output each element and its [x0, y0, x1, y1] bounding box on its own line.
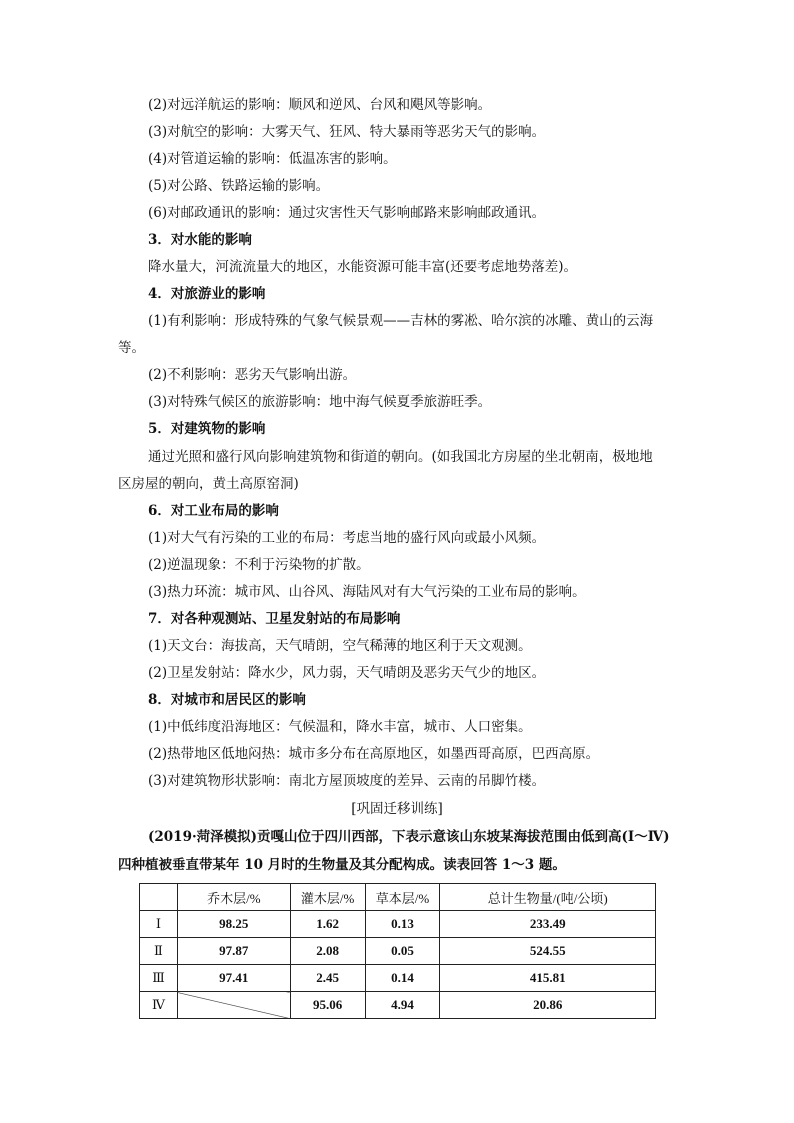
- question-line: (2019·菏泽模拟)贡嘎山位于四川西部，下表示意该山东坡某海拔范围由低到高(Ⅰ～Ⅳ): [148, 829, 670, 845]
- table-header: 总计生物量/(吨/公顷): [440, 884, 656, 911]
- practice-heading: [巩固迁移训练]: [351, 801, 443, 817]
- table-header: 乔木层/%: [177, 884, 290, 911]
- table-cell: 98.25: [177, 911, 290, 938]
- text-line: (3)热力环流：城市风、山谷风、海陆风对有大气污染的工业布局的影响。: [148, 584, 586, 600]
- biomass-table: [139, 883, 656, 1019]
- text-line: (3)对特殊气候区的旅游影响：地中海气候夏季旅游旺季。: [148, 394, 492, 410]
- text-line: 等。: [118, 340, 145, 356]
- text-line: (3)对建筑物形状影响：南北方屋顶坡度的差异、云南的吊脚竹楼。: [148, 773, 546, 789]
- text-line: (1)对大气有污染的工业的布局：考虑当地的盛行风向或最小风频。: [148, 530, 546, 546]
- table-cell: 95.06: [290, 992, 365, 1019]
- text-line: (2)卫星发射站：降水少，风力弱，天气晴朗及恶劣天气少的地区。: [148, 665, 546, 681]
- table-row: [140, 965, 656, 992]
- section-heading: 6．对工业布局的影响: [148, 503, 279, 519]
- text-line: (1)有利影响：形成特殊的气象气候景观——吉林的雾凇、哈尔滨的冰雕、黄山的云海: [148, 313, 654, 329]
- table-cell: 4.94: [365, 992, 440, 1019]
- table-cell: 97.41: [177, 965, 290, 992]
- table-row: [140, 992, 656, 1019]
- table-cell: 1.62: [290, 911, 365, 938]
- table-header: 草本层/%: [365, 884, 440, 911]
- text-line: (1)中低纬度沿海地区：气候温和，降水丰富，城市、人口密集。: [148, 719, 532, 735]
- text-line: 通过光照和盛行风向影响建筑物和街道的朝向。(如我国北方房屋的坐北朝南，极地地: [148, 449, 653, 465]
- text-line: (5)对公路、铁路运输的影响。: [148, 178, 330, 194]
- text-line: (6)对邮政通讯的影响：通过灾害性天气影响邮路来影响邮政通讯。: [148, 205, 546, 221]
- section-heading: 7．对各种观测站、卫星发射站的布局影响: [148, 611, 401, 627]
- text-line: 区房屋的朝向，黄土高原窑洞): [118, 476, 299, 492]
- table-cell: Ⅰ: [140, 911, 178, 938]
- table-header: 灌木层/%: [290, 884, 365, 911]
- table-cell: 2.45: [290, 965, 365, 992]
- table-row: [140, 911, 656, 938]
- table-row: [140, 938, 656, 965]
- table-cell: 524.55: [440, 938, 656, 965]
- question-line: 四种植被垂直带某年 10 月时的生物量及其分配构成。读表回答 1～3 题。: [118, 857, 566, 873]
- text-line: (4)对管道运输的影响：低温冻害的影响。: [148, 151, 397, 167]
- section-heading: 3．对水能的影响: [148, 232, 252, 248]
- section-heading: 5．对建筑物的影响: [148, 421, 266, 437]
- table-cell: 233.49: [440, 911, 656, 938]
- table-cell: 0.14: [365, 965, 440, 992]
- table-cell: Ⅱ: [140, 938, 178, 965]
- text-line: (2)不利影响：恶劣天气影响出游。: [148, 367, 357, 383]
- text-line: 降水量大，河流流量大的地区，水能资源可能丰富(还要考虑地势落差)。: [148, 259, 578, 275]
- table-cell: 415.81: [440, 965, 656, 992]
- text-line: (1)天文台：海拔高，天气晴朗，空气稀薄的地区利于天文观测。: [148, 638, 532, 654]
- text-line: (2)逆温现象：不利于污染物的扩散。: [148, 557, 370, 573]
- text-line: (3)对航空的影响：大雾天气、狂风、特大暴雨等恶劣天气的影响。: [148, 124, 546, 140]
- table-header: [140, 884, 178, 911]
- table-cell: 2.08: [290, 938, 365, 965]
- table-cell: 0.05: [365, 938, 440, 965]
- section-heading: 4．对旅游业的影响: [148, 286, 266, 302]
- table-cell: 97.87: [177, 938, 290, 965]
- table-cell: Ⅲ: [140, 965, 178, 992]
- table-cell: Ⅳ: [140, 992, 178, 1019]
- diagonal-empty-cell: [177, 992, 290, 1019]
- text-line: (2)对远洋航运的影响：顺风和逆风、台风和飓风等影响。: [148, 97, 492, 113]
- table-cell: 20.86: [440, 992, 656, 1019]
- text-line: (2)热带地区低地闷热：城市多分布在高原地区，如墨西哥高原，巴西高原。: [148, 746, 600, 762]
- section-heading: 8．对城市和居民区的影响: [148, 692, 306, 708]
- table-cell: 0.13: [365, 911, 440, 938]
- table-header-row: [140, 884, 656, 911]
